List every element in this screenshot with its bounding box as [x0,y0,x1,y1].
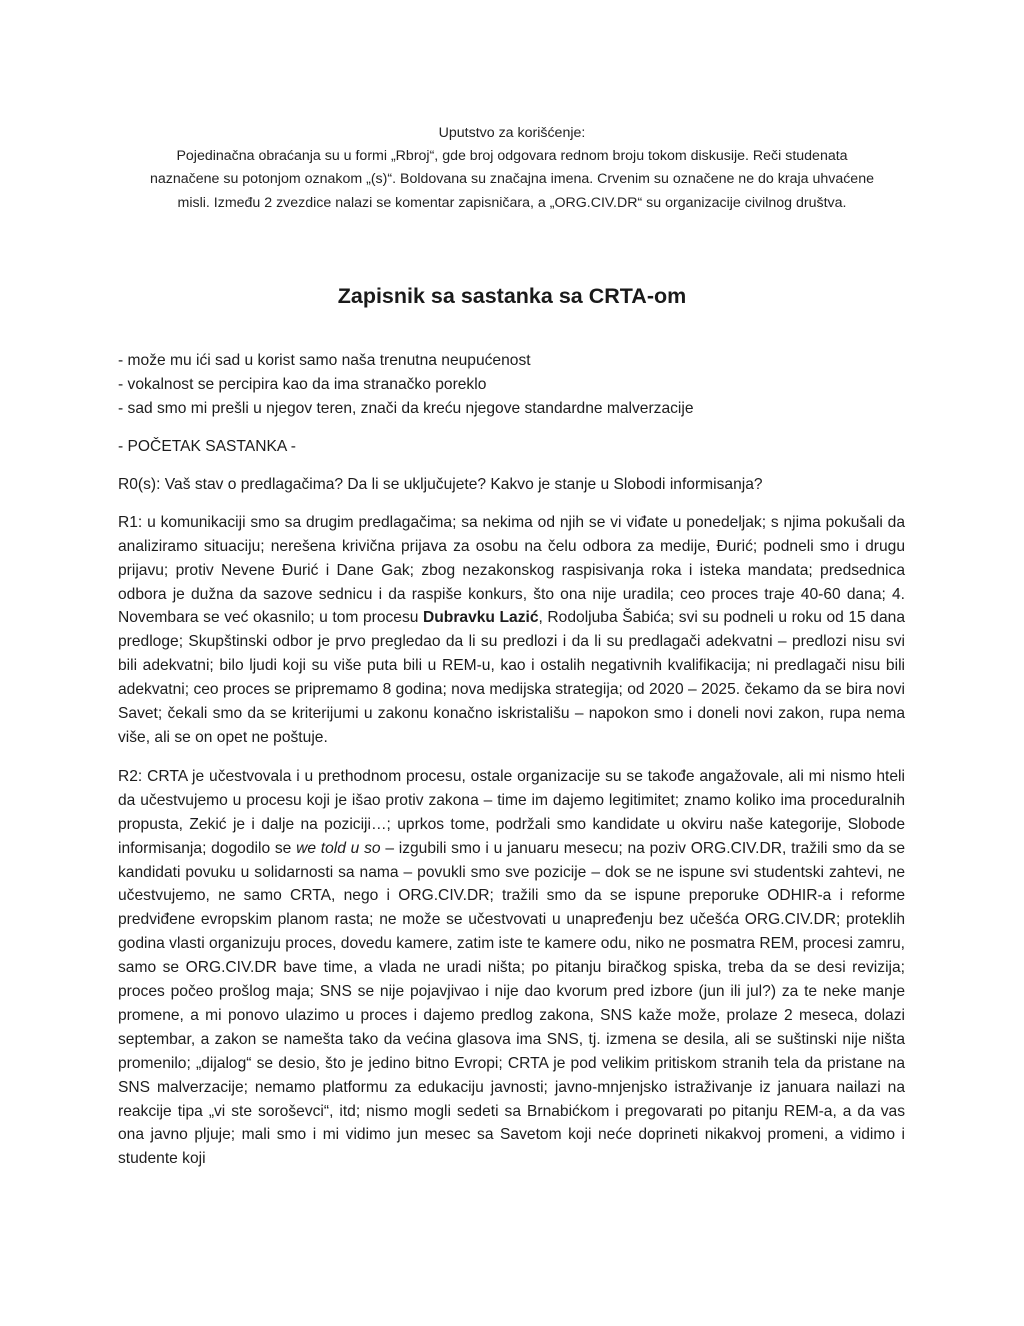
r1-text-start: R1: u komunikaciji smo sa drugim predlagačima; sa nekima od njih se vi viđate u ponedeljak; s njima pokušali da analiziramo situaciju; nerešena krivična prijava za osobu na čelu odbora za medije, Đurić; podneli smo i drugu prijavu; protiv Nevene Đurić i Dane Gak; zbog nezakonskog raspisivanja roka i isteka mandata; predsednica odbora je dužna da sazove sednicu i da raspiše konkurs, što ona nije uradila; ceo proces traje 40-60 dana; 4. Novembara se već okasnilo; u tom procesu [118,513,905,627]
intro-bullet-list [118,349,905,421]
usage-instructions [140,122,884,215]
minutes-content [118,349,905,1171]
bullet-item: - vokalnost se percipira kao da ima stranačko poreklo [118,376,487,393]
instructions-body: Pojedinačna obraćanja su u formi „Rbroj“, gde broj odgovara rednom broju tokom diskusije. Reči studenata naznačene su potonjom oznakom „(s)“. Boldovana su značajna imena. Crvenim su označene ne do kraja uhvaćene misli. Između 2 zvezdice nalazi se komentar zapisničara, a „ORG.CIV.DR“ su organizacije civilnog društva. [150,148,874,211]
statement-r2 [118,765,905,1171]
instructions-heading: Uputstvo za korišćenje: [438,125,586,141]
r2-italic-phrase: we told u so [296,839,381,857]
meeting-start-marker: - POČETAK SASTANKA - [118,438,296,455]
statement-r1 [118,511,905,750]
bullet-item: - sad smo mi prešli u njegov teren, znači da kreću njegove standardne malverzacije [118,400,694,417]
r2-text-start: R2: CRTA je učestvovala i u prethodnom procesu, ostale organizacije su se takođe angažovale, ali mi nismo hteli da učestvujemo u procesu koji je išao protiv zakona – time im dajemo legitimitet; znamo koliko ima proceduralnih propusta, Zekić je i dalje na poziciji…; uprkos tome, podržali smo kandidate u okviru naše kategorije, Slobode informisanja; dogodilo se [118,767,905,857]
document-title: Zapisnik sa sastanka sa CRTA-om [337,284,687,308]
statement-r0: R0(s): Vaš stav o predlagačima? Da li se uključujete? Kakvo je stanje u Slobodi informisanja? [118,475,763,493]
r1-bold-name: Dubravku Lazić [423,609,539,627]
r1-text-end: , Rodoljuba Šabića; svi su podneli u roku od 15 dana predloge; Skupštinski odbor je prvo pregledao da li su predlozi i da li su predlagači adekvatni – predlozi nisu svi bili adekvatni; bilo ljudi koji su više puta bili u REM-u, kao i ostalih negativnih kvalifikacija; ni predlagači nisu bili adekvatni; ceo proces se pripremamo 8 godina; nova medijska strategija; od 2020 – 2025. čekamo da se bira novi Savet; čekali smo da se kriterijumi u zakonu konačno iskristališu – napokon smo i doneli novi zakon, rupa nema više, ali se on opet ne poštuje. [118,609,905,746]
bullet-item: - može mu ići sad u korist samo naša trenutna neupućenost [118,352,531,369]
r2-text-end: – izgubili smo i u januaru mesecu; na poziv ORG.CIV.DR, tražili smo da se kandidati povuku u solidarnosti sa nama – povukli smo sve pozicije – dok se ne ispune svi studentski zahtevi, ne učestvujemo, ne samo CRTA, nego i ORG.CIV.DR; tražili smo da se ispune preporuke ODHIR-a i reforme predviđene evropskim planom rasta; ne može se učestvovati u unapređenju bez učešća ORG.CIV.DR; proteklih godina vlasti organizuju proces, dovedu kamere, zatim iste te kamere odu, niko ne posmatra REM, procesi zamru, samo se ORG.CIV.DR bave time, a vlada ne uradi ništa; po pitanju biračkog spiska, treba da se desi revizija; proces počeo prošlog maja; SNS se nije pojavjivao i nije dao kvorum pred izbore (jun ili jul?) za te neke manje promene, a mi ponovo ulazimo u proces i dajemo predlog zakona, SNS kaže može, prolaze 2 meseca, dolazi septembar, a zakon se namešta tako da većina glasova ima SNS, tj. izmena se desila, ali se suštinski nije ništa promenilo; „dijalog“ se desio, što je jedino bitno Evropi; CRTA je pod velikim pritiskom stranih tela da pristane na SNS malverzacije; nemamo platformu za edukaciju javnosti; javno-mnjenjsko istraživanje iz januara nailazi na reakcije tipa „vi ste soroševci“, itd; nismo mogli sedeti sa Brnabićkom i pregovarati po pitanju REM-a, a da vas ona javno pljuje; mali smo i mi vidimo jun mesec sa Savetom koji neće doprineti nikakvoj promeni, a vidimo i studente koji [118,839,906,1168]
